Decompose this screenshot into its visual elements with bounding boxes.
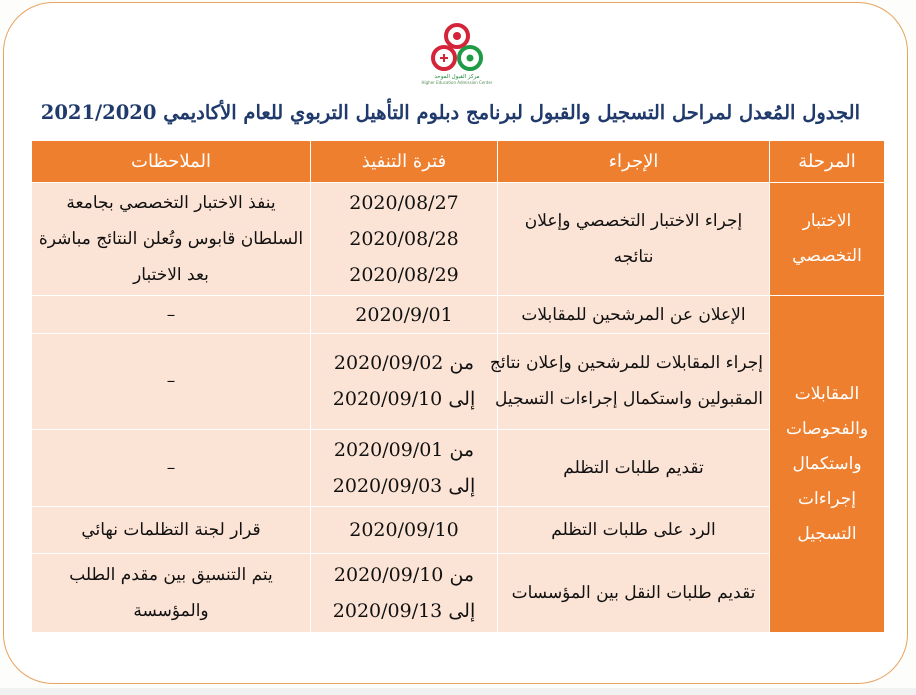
period-range-end: [317, 593, 491, 629]
stage-text: الاختبار: [802, 211, 852, 232]
period-cell: [311, 334, 498, 429]
procedure-text: نتائجه: [613, 247, 654, 268]
period-cell: [311, 429, 498, 506]
stage-text: التسجيل: [797, 523, 857, 544]
procedure-text: تقديم طلبات التظلم: [563, 457, 704, 478]
notes-cell: [32, 553, 311, 632]
period-date: 2020/09/03: [332, 474, 443, 497]
stage-text: المقابلات: [794, 383, 860, 404]
procedure-cell: [498, 429, 770, 506]
procedure-cell: [498, 183, 770, 296]
logo-name-en: Higher Education Admission Center: [421, 80, 493, 85]
notes-text: –: [166, 457, 176, 478]
notes-text: –: [166, 304, 176, 325]
notes-cell: [32, 429, 311, 506]
header-notes: الملاحظات: [32, 141, 311, 183]
period-date: 2020/08/29: [349, 264, 459, 287]
header-procedure: الإجراء: [498, 141, 770, 183]
period-date: 2020/08/27: [349, 192, 459, 215]
notes-text: قرار لجنة التظلمات نهائي: [81, 519, 261, 540]
period-range-start: [317, 345, 491, 381]
procedure-cell: [489, 334, 770, 429]
notes-text: ينفذ الاختبار التخصصي بجامعة: [66, 193, 276, 214]
period-cell: [311, 506, 498, 553]
period-date: 2020/09/02: [333, 352, 444, 375]
table-row: [32, 429, 885, 506]
notes-cell: [32, 183, 311, 296]
header-stage: المرحلة: [770, 141, 885, 183]
period-date: 2020/09/10: [332, 388, 443, 411]
period-cell: [311, 183, 498, 296]
notes-text: –: [166, 371, 176, 392]
period-range-end: [317, 381, 491, 417]
period-cell: [311, 553, 498, 632]
notes-text: السلطان قابوس وتُعلن النتائج مباشرة: [38, 229, 304, 250]
period-date: 2020/09/10: [349, 518, 459, 541]
notes-cell: [32, 334, 311, 429]
procedure-text: المقبولين واستكمال إجراءات التسجيل: [495, 389, 763, 410]
notes-text: يتم التنسيق بين مقدم الطلب: [69, 564, 273, 585]
procedure-text: إجراء المقابلات للمرشحين وإعلان نتائج: [489, 353, 763, 374]
notes-text: والمؤسسة: [133, 600, 209, 621]
stage-text: والفحوصات: [785, 418, 869, 439]
period-date: 2020/09/01: [333, 438, 444, 461]
period-date: 2020/09/10: [333, 563, 444, 586]
to-label: إلى: [448, 474, 476, 497]
bottom-strip: [0, 688, 916, 695]
period-cell: [311, 296, 498, 334]
period-range-end: [317, 468, 491, 504]
stage-text: إجراءات: [797, 488, 857, 509]
table-row: [32, 553, 885, 632]
notes-cell: [32, 296, 311, 334]
procedure-text: الرد على طلبات التظلم: [551, 519, 716, 540]
period-date: 2020/09/13: [332, 599, 443, 622]
period-range-start: [317, 432, 491, 468]
procedure-cell: [498, 296, 770, 334]
from-label: من: [449, 563, 475, 586]
from-label: من: [449, 352, 475, 375]
notes-text: بعد الاختبار: [133, 265, 209, 286]
stage-text: واستكمال: [792, 453, 862, 474]
table-row: [32, 183, 885, 296]
to-label: إلى: [448, 388, 476, 411]
procedure-text: تقديم طلبات النقل بين المؤسسات: [511, 582, 756, 603]
header-period: فترة التنفيذ: [311, 141, 498, 183]
procedure-cell: [498, 553, 770, 632]
table-row: [32, 334, 885, 429]
procedure-text: الإعلان عن المرشحين للمقابلات: [521, 304, 746, 325]
stage-cell: [770, 296, 885, 633]
notes-cell: [32, 506, 311, 553]
page-title: الجدول المُعدل لمراحل التسجيل والقبول لبرنامج دبلوم التأهيل التربوي للعام الأكاديمي 2021/2020: [40, 101, 860, 124]
period-date: 2020/08/28: [349, 228, 459, 251]
table-header-row: [32, 141, 885, 183]
table-row: [32, 296, 885, 334]
stage-cell: [770, 183, 885, 296]
period-range-start: [317, 557, 491, 593]
procedure-cell: [498, 506, 770, 553]
to-label: إلى: [448, 599, 476, 622]
logo-name-ar: مركز القبول الموحد: [434, 74, 480, 80]
table-row: [32, 506, 885, 553]
period-date: 2020/9/01: [355, 303, 453, 326]
admission-center-logo: [427, 20, 487, 82]
schedule-table: [31, 140, 885, 633]
stage-text: التخصصي: [792, 246, 862, 267]
logo-caption: [410, 74, 504, 86]
procedure-text: إجراء الاختبار التخصصي وإعلان: [524, 211, 743, 232]
from-label: من: [449, 438, 475, 461]
